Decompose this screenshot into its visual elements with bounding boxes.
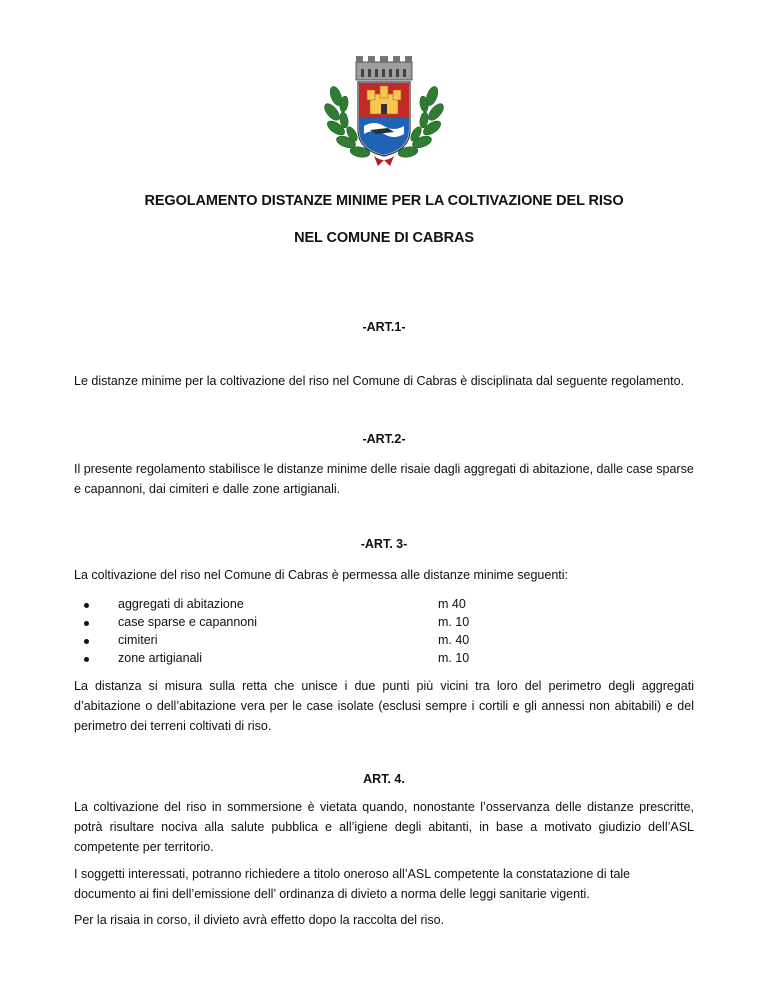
article-1-text: Le distanze minime per la coltivazione del riso nel Comune di Cabras è disciplinata dal seguente regolamento. (74, 374, 685, 388)
article-1-heading: -ART.1- (362, 320, 406, 334)
distance-list-item (84, 615, 504, 633)
distance-value: m. 40 (438, 633, 470, 647)
distance-list-item (84, 633, 504, 651)
distance-label: case sparse e capannoni (118, 615, 257, 629)
document-title: REGOLAMENTO DISTANZE MINIME PER LA COLTIVAZIONE DEL RISO (144, 193, 624, 209)
article-4-paragraph-3: Per la risaia in corso, il divieto avrà effetto dopo la raccolta del riso. (74, 913, 445, 927)
distance-list-item (84, 651, 504, 669)
article-2-text: Il presente regolamento stabilisce le distanze minime delle risaie dagli aggregati di abitazione, dalle case sparse e capannoni, dai cimiteri e dalle zone artigianali. (74, 462, 694, 496)
distance-list-item (84, 597, 504, 615)
bullet-icon (84, 639, 89, 644)
municipal-coat-of-arms-icon (318, 52, 450, 170)
article-3-heading: -ART. 3- (360, 537, 408, 551)
distance-value: m. 10 (438, 615, 470, 629)
article-2-heading: -ART.2- (362, 432, 406, 446)
article-4-paragraph-1: La coltivazione del riso in sommersione è vietata quando, nonostante l’osservanza delle distanze prescritte, potrà risultare nociva alla salute pubblica e all’igiene degli abitanti, in base a motivato giudizio dell’ASL competente per territorio. (74, 800, 694, 854)
article-4-paragraph-2: I soggetti interessati, potranno richiedere a titolo oneroso all’ASL competente la constatazione di tale documento ai fini dell’emissione dell’ ordinanza di divieto a norma delle leggi sanitarie vigenti. (74, 867, 631, 901)
distance-label: cimiteri (118, 633, 158, 647)
distance-value: m 40 (438, 597, 466, 611)
bullet-icon (84, 603, 89, 608)
bullet-icon (84, 621, 89, 626)
article-4-heading: ART. 4. (363, 772, 405, 786)
article-3-text: La distanza si misura sulla retta che unisce i due punti più vicini tra loro del perimetro degli aggregati d’abitazione o dell’abitazione vera per le case isolate (esclusi sempre i cortili e gli annessi non abitabili) e del perimetro dei terreni coltivati di riso. (74, 679, 694, 733)
bullet-icon (84, 657, 89, 662)
distance-value: m. 10 (438, 651, 470, 665)
article-3-intro: La coltivazione del riso nel Comune di Cabras è permessa alle distanze minime seguenti: (74, 568, 569, 582)
distance-label: zone artigianali (118, 651, 203, 665)
distance-label: aggregati di abitazione (118, 597, 244, 611)
document-subtitle: NEL COMUNE DI CABRAS (294, 230, 474, 246)
